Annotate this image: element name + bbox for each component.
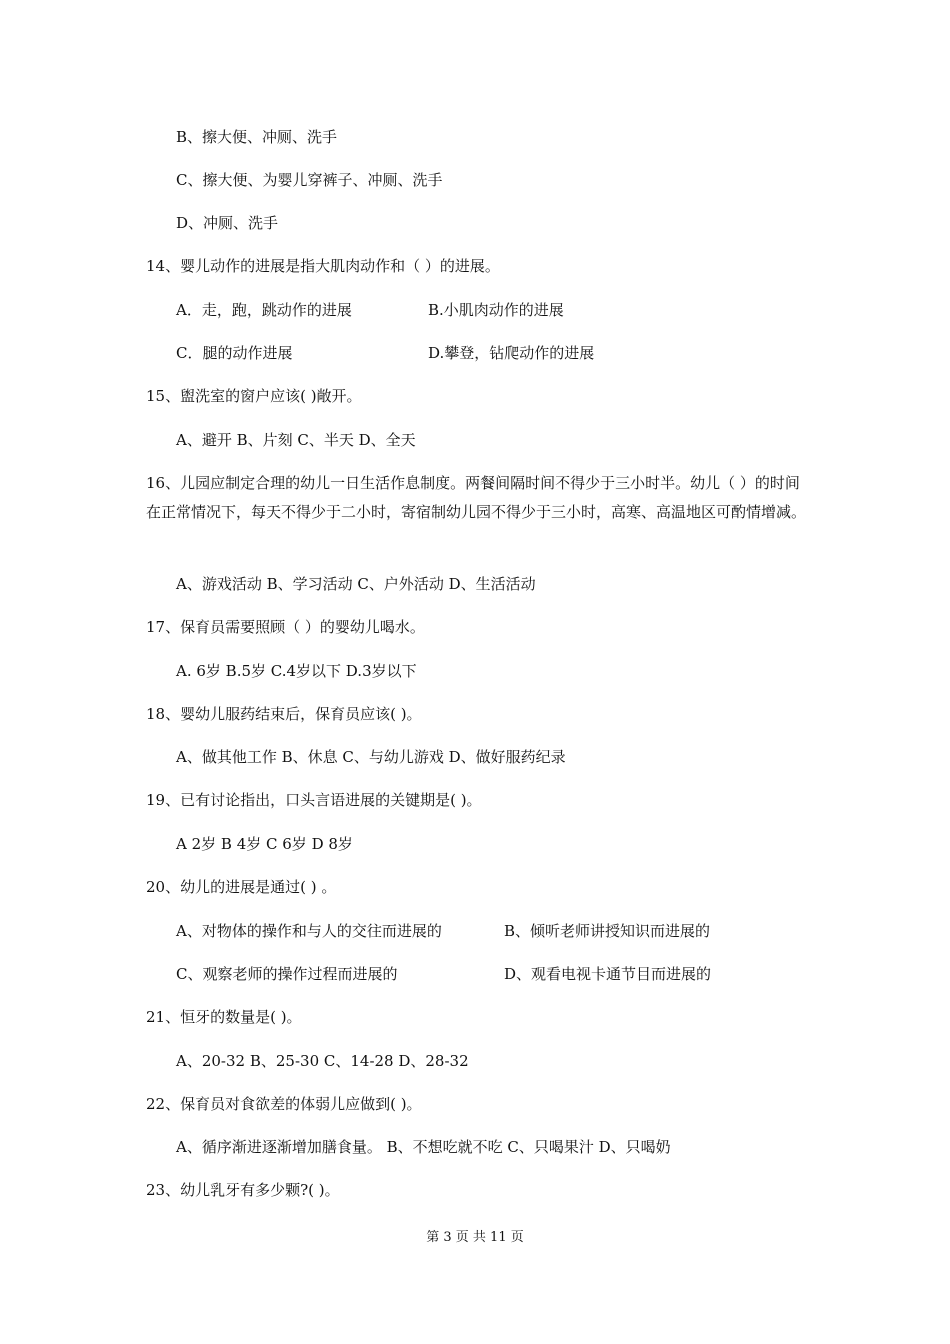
options-17: A. 6岁 B.5岁 C.4岁以下 D.3岁以下 [176,662,417,680]
option-13-d: D、冲厕、洗手 [176,214,279,232]
question-23: 23、幼儿乳牙有多少颗?( )。 [146,1181,340,1199]
options-15: A、避开 B、片刻 C、半天 D、全天 [176,431,416,449]
options-22: A、循序渐进逐渐增加膳食量。 B、不想吃就不吃 C、只喝果汁 D、只喝奶 [176,1138,671,1156]
option-20-b: B、倾听老师讲授知识而进展的 [504,922,711,940]
question-18: 18、婴幼儿服药结束后，保育员应该( )。 [146,705,422,723]
option-20-d: D、观看电视卡通节目而进展的 [504,965,712,983]
question-21: 21、恒牙的数量是( )。 [146,1008,302,1026]
option-14-c: C．腿的动作进展 [176,344,293,362]
option-13-b: B、擦大便、冲厕、洗手 [176,128,338,146]
question-17: 17、保育员需要照顾（ ）的婴幼儿喝水。 [146,618,425,636]
option-13-c: C、擦大便、为婴儿穿裤子、冲厕、洗手 [176,171,443,189]
option-14-b: B.小肌肉动作的进展 [428,301,564,319]
options-21: A、20-32 B、25-30 C、14-28 D、28-32 [176,1052,469,1070]
options-18: A、做其他工作 B、休息 C、与幼儿游戏 D、做好服药纪录 [176,748,566,766]
options-16: A、游戏活动 B、学习活动 C、户外活动 D、生活活动 [176,575,536,593]
question-20: 20、幼儿的进展是通过( ) 。 [146,878,337,896]
option-14-d: D.攀登，钻爬动作的进展 [428,344,595,362]
options-19: A 2岁 B 4岁 C 6岁 D 8岁 [176,835,353,853]
question-19: 19、已有讨论指出，口头言语进展的关键期是( )。 [146,791,482,809]
option-20-c: C、观察老师的操作过程而进展的 [176,965,398,983]
question-15: 15、盥洗室的窗户应该( )敞开。 [146,387,362,405]
option-14-a: A．走，跑，跳动作的进展 [176,301,352,319]
question-14: 14、婴儿动作的进展是指大肌肉动作和（ ）的进展。 [146,257,500,275]
question-22: 22、保育员对食欲差的体弱儿应做到( )。 [146,1095,422,1113]
question-16: 16、儿园应制定合理的幼儿一日生活作息制度。两餐间隔时间不得少于三小时半。幼儿（ ）的时间在正常情况下，每天不得少于二小时，寄宿制幼儿园不得少于三小时，高寒、高温地区可酌情增减。 [146,474,807,521]
option-20-a: A、对物体的操作和与人的交往而进展的 [176,922,442,940]
page-footer: 第 3 页 共 11 页 [426,1230,524,1245]
